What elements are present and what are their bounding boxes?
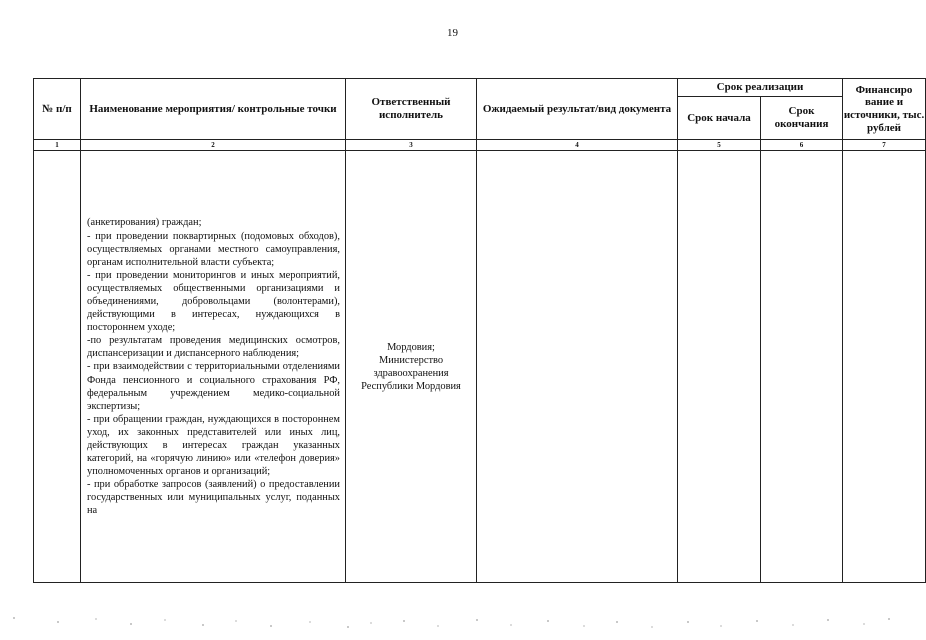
column-number-cell: 4 xyxy=(477,140,678,151)
column-number-cell: 6 xyxy=(761,140,843,151)
executor-line: Министерство здравоохранения Республики Мордовия xyxy=(361,354,461,393)
header-activity: Наименование мероприятия/ контрольные точки xyxy=(81,79,346,140)
header-result: Ожидаемый результат/вид документа xyxy=(477,79,678,140)
executor-line: Мордовия; xyxy=(387,341,435,353)
start-cell xyxy=(678,151,761,583)
header-end: Срок окончания xyxy=(761,97,843,140)
finance-cell xyxy=(843,151,926,583)
activity-text xyxy=(81,215,345,517)
activity-line: - при проведении поквартирных (подомовых обходов), осуществляемых органами местного самоуправления, органам исполнительной власти субъекта; xyxy=(87,230,340,268)
activity-line: - при обращении граждан, нуждающихся в постороннем уход, их законных представителей или иных лиц, действующих в интересах граждан указанных категорий, на «горячую линию» или «телефон доверия» уполномоченных органов и организаций; xyxy=(87,413,340,478)
header-start: Срок начала xyxy=(678,97,761,140)
header-finance: Финансиро вание и источники, тыс. рублей xyxy=(843,79,926,140)
scan-noise xyxy=(0,608,905,638)
activity-line: - при обработке запросов (заявлений) о предоставлении государственных или муниципальных услуг, поданных на xyxy=(87,479,340,517)
activity-line: - при взаимодействии с территориальными отделениями Фонда пенсионного и социального страхования РФ, федеральным учреждением медико-социальной экспертизы; xyxy=(87,361,340,412)
column-number-cell: 7 xyxy=(843,140,926,151)
activity-cell xyxy=(81,151,346,583)
row-number-cell xyxy=(34,151,81,583)
executor-text xyxy=(346,340,476,393)
activity-line: -по результатам проведения медицинских осмотров, диспансеризации и диспансерного наблюдения; xyxy=(87,335,340,360)
page-number: 19 xyxy=(447,27,458,39)
result-cell xyxy=(477,151,678,583)
table-row xyxy=(34,151,926,583)
column-number-cell: 3 xyxy=(346,140,477,151)
plan-table xyxy=(33,78,926,583)
header-period-group: Срок реализации xyxy=(678,79,843,97)
activity-line: (анкетирования) граждан; xyxy=(87,217,202,229)
header-number: № п/п xyxy=(34,79,81,140)
column-number-cell: 2 xyxy=(81,140,346,151)
header-executor: Ответственный исполнитель xyxy=(346,79,477,140)
column-number-cell: 1 xyxy=(34,140,81,151)
end-cell xyxy=(761,151,843,583)
column-number-cell: 5 xyxy=(678,140,761,151)
executor-cell xyxy=(346,151,477,583)
activity-line: - при проведении мониторингов и иных мероприятий, осуществляемых общественными организациями и объединениями, добровольцами (волонтерами), действующими в интересах, нуждающихся в постороннем уходе; xyxy=(87,269,340,334)
